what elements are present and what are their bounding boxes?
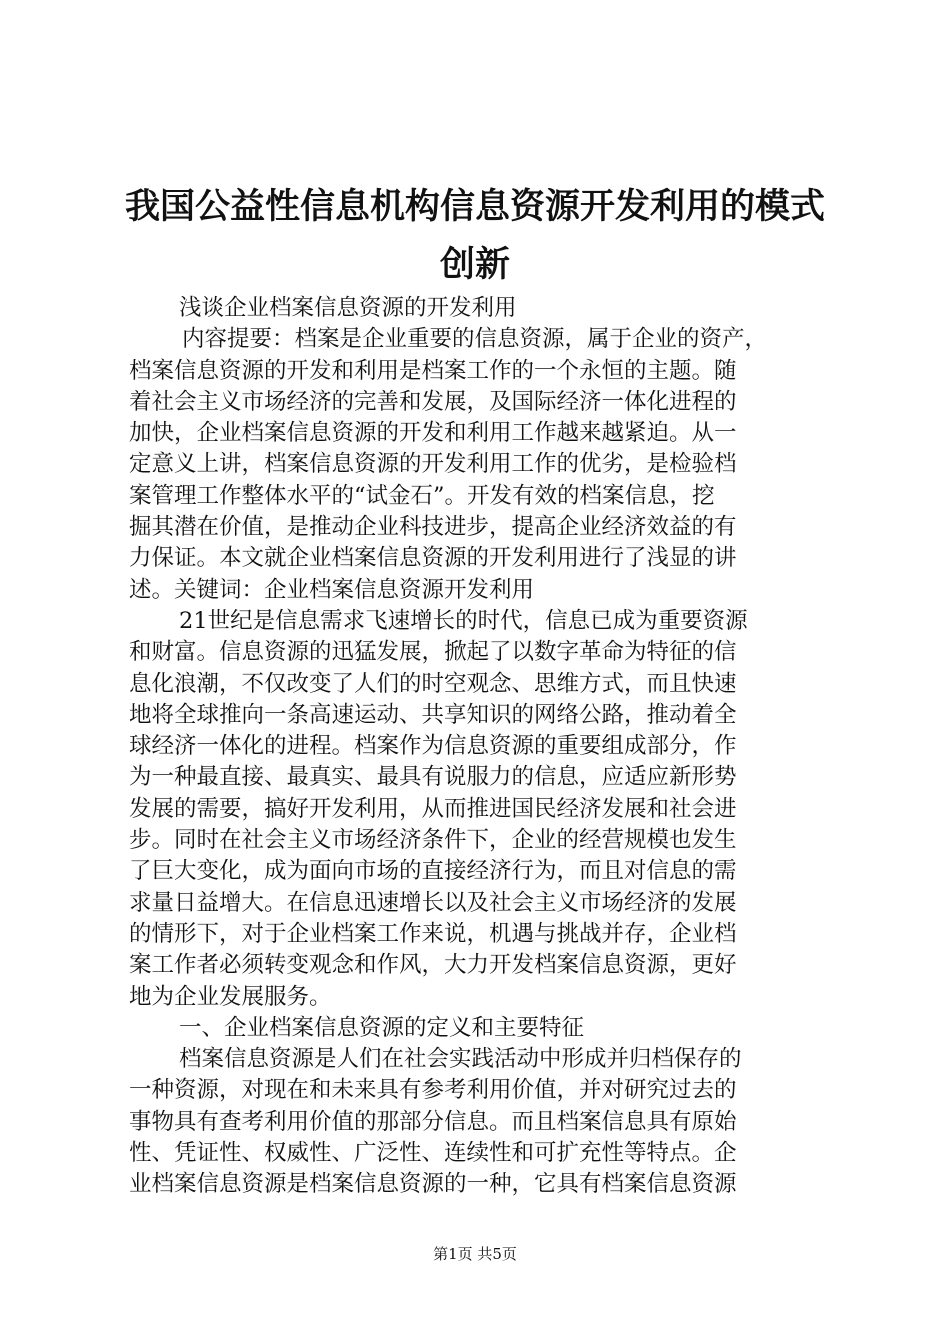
body-line: 着社会主义市场经济的完善和发展，及国际经济一体化进程的 [129,388,737,415]
body-line: 球经济一体化的进程。档案作为信息资源的重要组成部分，作 [129,733,737,760]
body-line: 地为企业发展服务。 [129,983,332,1010]
body-line: 的情形下，对于企业档案工作来说，机遇与挑战并存，企业档 [129,920,737,947]
body-line: 档案信息资源的开发和利用是档案工作的一个永恒的主题。随 [129,357,737,384]
section-heading: 一、企业档案信息资源的定义和主要特征 [179,1014,585,1041]
body-line: 档案信息资源是人们在社会实践活动中形成并归档保存的 [179,1046,742,1073]
page-number: 第1页 共5页 [433,1245,517,1263]
body-line: 性、凭证性、权威性、广泛性、连续性和可扩充性等特点。企 [129,1140,737,1167]
body-line: 息化浪潮，不仅改变了人们的时空观念、思维方式，而且快速 [129,670,737,697]
body-line: 案工作者必须转变观念和作风，大力开发档案信息资源，更好 [129,952,737,979]
body-line: 了巨大变化，成为面向市场的直接经济行为，而且对信息的需 [129,858,737,885]
body-line: 地将全球推向一条高速运动、共享知识的网络公路，推动着全 [129,701,737,728]
title-line: 我国公益性信息机构信息资源开发利用的模式 [124,187,825,227]
body-line: 发展的需要，搞好开发利用，从而推进国民经济发展和社会进 [129,795,737,822]
page-footer [0,1244,950,1264]
body-line: 力保证。本文就企业档案信息资源的开发利用进行了浅显的讲 [129,545,737,572]
body-line: 加快，企业档案信息资源的开发和利用工作越来越紧迫。从一 [129,420,737,447]
body-line: 事物具有查考利用价值的那部分信息。而且档案信息具有原始 [129,1108,737,1135]
body-line: 掘其潜在价值，是推动企业科技进步，提高企业经济效益的有 [129,514,737,541]
body-line: 一种资源，对现在和未来具有参考利用价值，并对研究过去的 [129,1077,737,1104]
body-line: 定意义上讲，档案信息资源的开发利用工作的优劣，是检验档 [129,451,737,478]
body-line: 和财富。信息资源的迅猛发展，掀起了以数字革命为特征的信 [129,639,737,666]
document-body [129,293,835,1201]
title-line: 创新 [439,245,510,285]
subtitle-line: 浅谈企业档案信息资源的开发利用 [179,295,517,321]
body-line: 求量日益增大。在信息迅速增长以及社会主义市场经济的发展 [129,889,737,916]
body-line: 业档案信息资源是档案信息资源的一种，它具有档案信息资源 [129,1171,737,1198]
body-line: 内容提要：档案是企业重要的信息资源，属于企业的资产， [182,326,768,353]
body-line: 述。关键词：企业档案信息资源开发利用 [129,576,535,603]
document-title [100,178,850,294]
body-line: 21世纪是信息需求飞速增长的时代，信息已成为重要资源 [179,607,748,634]
body-line: 为一种最直接、最真实、最具有说服力的信息，应适应新形势 [129,764,737,791]
body-line: 案管理工作整体水平的“试金石”。开发有效的档案信息，挖 [129,482,715,509]
body-line: 步。同时在社会主义市场经济条件下，企业的经营规模也发生 [129,827,737,854]
